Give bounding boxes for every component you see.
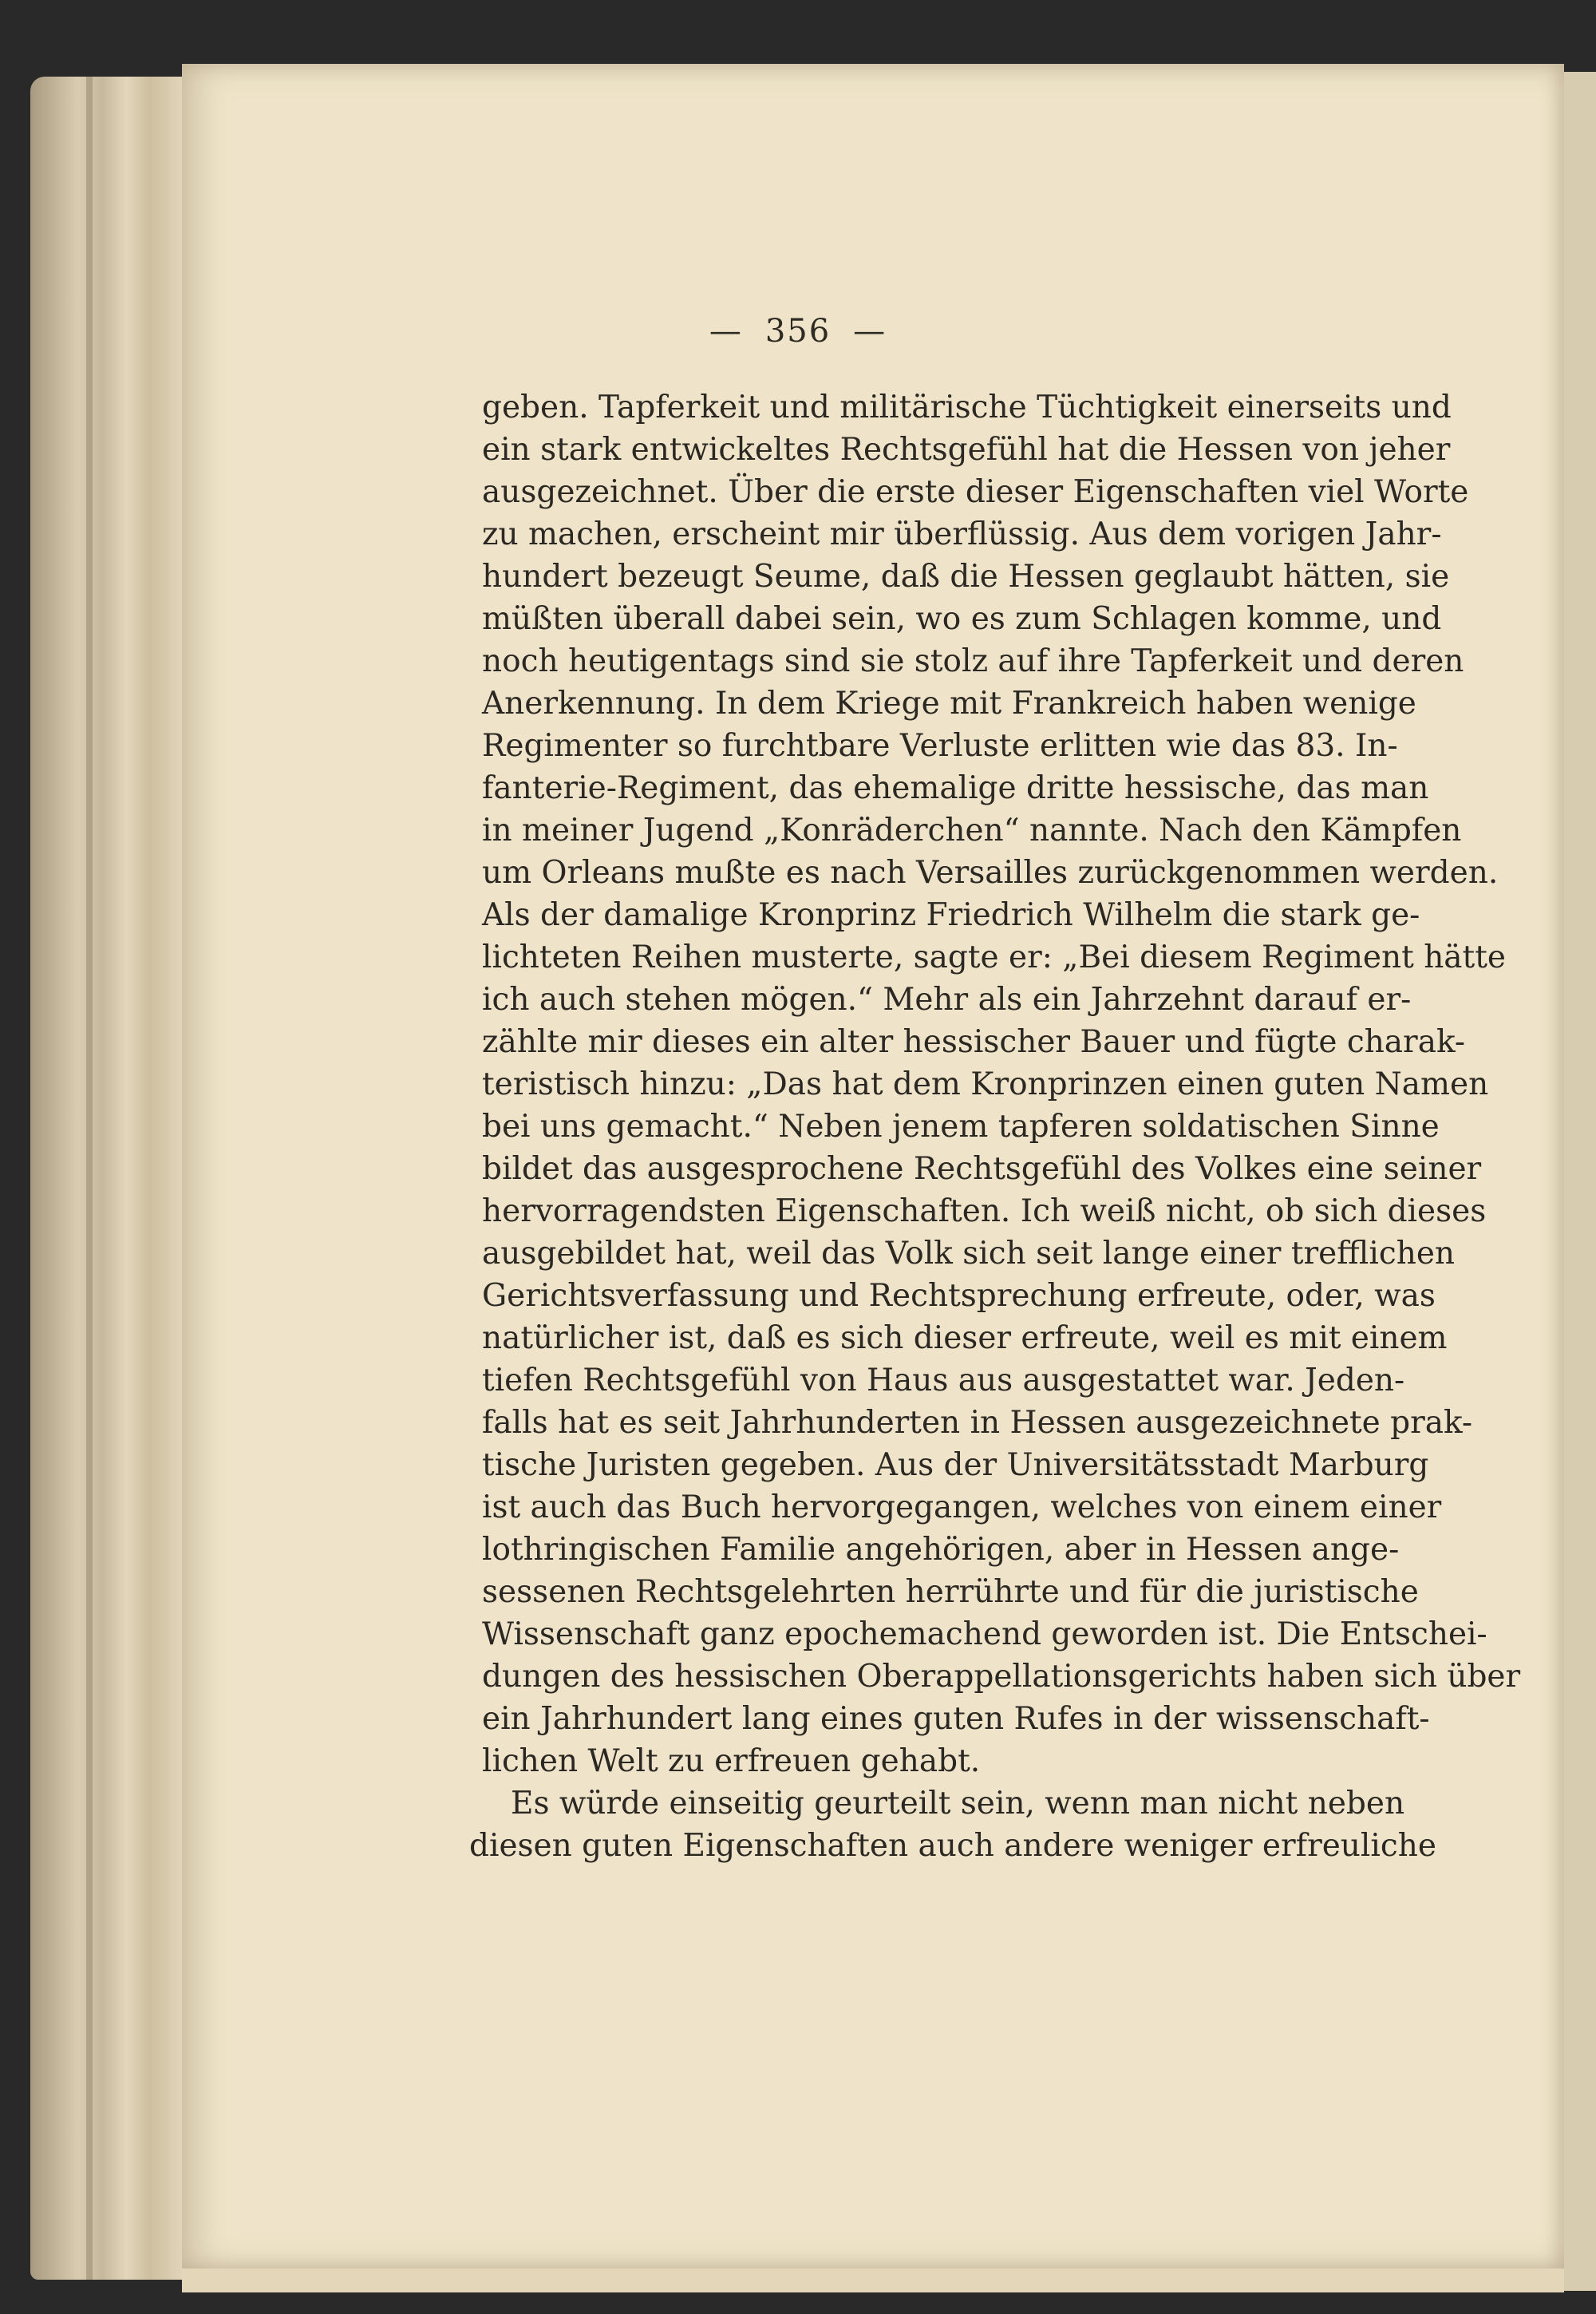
page-number: 356 bbox=[764, 313, 832, 350]
text-line: Regimenter so furchtbare Verluste erlitten wie das 83. In- bbox=[482, 728, 1398, 764]
paragraph-first-line: Es würde einseitig geurteilt sein, wenn man nicht neben bbox=[511, 1786, 1405, 1822]
text-line: Anerkennung. In dem Kriege mit Frankreich haben wenige bbox=[482, 686, 1416, 722]
text-line: ausgezeichnet. Über die erste dieser Eigenschaften viel Worte bbox=[482, 474, 1469, 510]
text-line: zählte mir dieses ein alter hessischer Bauer und fügte charak- bbox=[482, 1024, 1466, 1060]
text-line: fanterie-Regiment, das ehemalige dritte hessische, das man bbox=[482, 770, 1429, 806]
text-line: teristisch hinzu: „Das hat dem Kronprinzen einen guten Namen bbox=[482, 1066, 1489, 1102]
page-bottom-edge bbox=[182, 2269, 1564, 2292]
text-line: sessenen Rechtsgelehrten herrührte und für die juristische bbox=[482, 1574, 1419, 1610]
text-line: falls hat es seit Jahrhunderten in Hessen ausgezeichnete prak- bbox=[482, 1405, 1473, 1441]
text-line: ein stark entwickeltes Rechtsgefühl hat die Hessen von jeher bbox=[482, 432, 1451, 468]
body-text bbox=[469, 386, 1521, 1867]
text-line: hundert bezeugt Seume, daß die Hessen geglaubt hätten, sie bbox=[482, 559, 1450, 595]
text-line: ist auch das Buch hervorgegangen, welches von einem einer bbox=[482, 1489, 1442, 1525]
text-line: diesen guten Eigenschaften auch andere weniger erfreuliche bbox=[469, 1828, 1436, 1864]
text-line: hervorragendsten Eigenschaften. Ich weiß nicht, ob sich dieses bbox=[482, 1193, 1487, 1229]
text-line: zu machen, erscheint mir überflüssig. Aus dem vorigen Jahr- bbox=[482, 516, 1442, 552]
text-line: lothringischen Familie angehörigen, aber in Hessen ange- bbox=[482, 1532, 1400, 1568]
text-line: tische Juristen gegeben. Aus der Universitätsstadt Marburg bbox=[482, 1447, 1429, 1483]
text-line: Wissenschaft ganz epochemachend geworden ist. Die Entschei- bbox=[482, 1616, 1487, 1652]
text-line: um Orleans mußte es nach Versailles zurückgenommen werden. bbox=[482, 855, 1499, 891]
text-line: bei uns gemacht.“ Neben jenem tapferen soldatischen Sinne bbox=[482, 1109, 1440, 1145]
text-line: dungen des hessischen Oberappellationsgerichts haben sich über bbox=[482, 1659, 1521, 1695]
text-line: müßten überall dabei sein, wo es zum Schlagen komme, und bbox=[482, 601, 1442, 637]
text-line: ein Jahrhundert lang eines guten Rufes in der wissenschaft- bbox=[482, 1701, 1430, 1737]
text-line: tiefen Rechtsgefühl von Haus aus ausgestattet war. Jeden- bbox=[482, 1363, 1405, 1398]
text-line: lichen Welt zu erfreuen gehabt. bbox=[482, 1743, 981, 1779]
text-line: bildet das ausgesprochene Rechtsgefühl des Volkes eine seiner bbox=[482, 1151, 1482, 1187]
text-line: Als der damalige Kronprinz Friedrich Wilhelm die stark ge- bbox=[482, 897, 1420, 933]
text-line: Gerichtsverfassung und Rechtsprechung erfreute, oder, was bbox=[482, 1278, 1436, 1314]
text-line: geben. Tapferkeit und militärische Tüchtigkeit einerseits und bbox=[482, 390, 1452, 425]
text-line: ausgebildet hat, weil das Volk sich seit lange einer trefflichen bbox=[482, 1236, 1456, 1272]
text-line: in meiner Jugend „Konräderchen“ nannte. Nach den Kämpfen bbox=[482, 813, 1462, 848]
text-line: lichteten Reihen musterte, sagte er: „Bei diesem Regiment hätte bbox=[482, 939, 1506, 975]
text-line: noch heutigentags sind sie stolz auf ihre Tapferkeit und deren bbox=[482, 643, 1464, 679]
page-edges bbox=[30, 77, 190, 2280]
page-number-header: — 356 — bbox=[709, 313, 887, 350]
text-line: natürlicher ist, daß es sich dieser erfreute, weil es mit einem bbox=[482, 1320, 1448, 1356]
text-line: ich auch stehen mögen.“ Mehr als ein Jahrzehnt darauf er- bbox=[482, 982, 1412, 1018]
